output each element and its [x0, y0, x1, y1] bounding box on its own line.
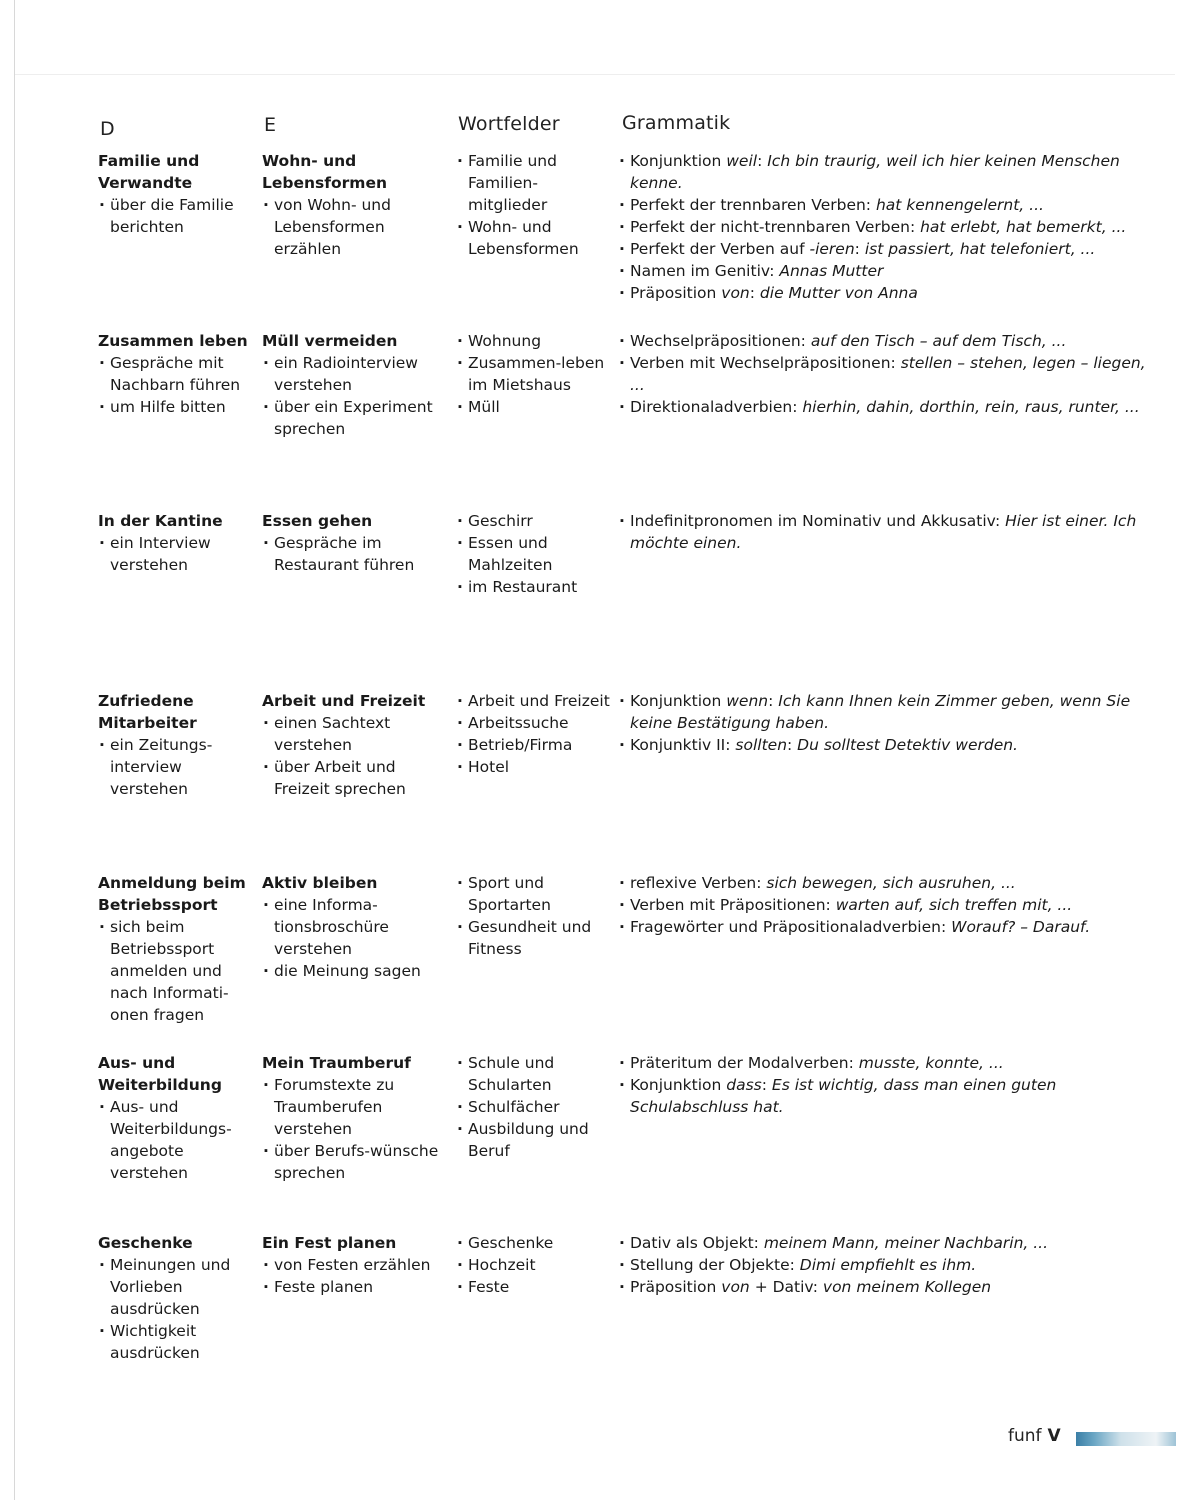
grammar-example: warten auf, sich treffen mit, ...	[835, 896, 1073, 914]
wortfelder-list	[456, 1232, 616, 1298]
grammar-item	[618, 260, 1163, 282]
grammar-label: Stellung der Objekte:	[630, 1256, 800, 1274]
list-item: · Schulfächer	[456, 1096, 616, 1118]
cell-wortfelder	[456, 150, 616, 260]
goals-list	[262, 194, 452, 260]
grammar-item	[618, 690, 1163, 734]
grammar-list	[618, 1052, 1163, 1118]
grammar-label: :	[768, 692, 779, 710]
list-item: · über die Familie berichten	[98, 194, 258, 238]
unit-title: Aktiv bleiben	[262, 874, 378, 892]
grammar-example: hierhin, dahin, dorthin, rein, raus, runter, ...	[802, 398, 1140, 416]
grammar-keyword: von	[721, 1278, 750, 1296]
grammar-label: Präposition	[630, 1278, 722, 1296]
page-footer	[1008, 1426, 1061, 1446]
grammar-label: Verben mit Präpositionen:	[630, 896, 836, 914]
list-item: · Ausbildung und Beruf	[456, 1118, 616, 1162]
list-item: · über ein Experiment sprechen	[262, 396, 452, 440]
cell-e	[262, 1052, 452, 1184]
grammar-item	[618, 352, 1163, 396]
cell-wortfelder	[456, 510, 616, 598]
grammar-list	[618, 872, 1163, 938]
grammar-item	[618, 150, 1163, 194]
footer-accent-bar	[1076, 1432, 1176, 1446]
grammar-label: Verben mit Wechselpräpositionen:	[630, 354, 901, 372]
list-item: · Feste planen	[262, 1276, 452, 1298]
goals-list	[262, 1074, 452, 1184]
wortfelder-list	[456, 330, 616, 418]
list-item: · Arbeit und Freizeit	[456, 690, 616, 712]
list-item: · Wichtigkeit ausdrücken	[98, 1320, 258, 1364]
wortfelder-list	[456, 150, 616, 260]
cell-grammatik	[618, 1052, 1163, 1118]
goals-list	[98, 1254, 258, 1364]
grammar-example: von meinem Kollegen	[822, 1278, 992, 1296]
grammar-list	[618, 510, 1163, 554]
grammar-item	[618, 282, 1163, 304]
grammar-list	[618, 690, 1163, 756]
grammar-example: ist passiert, hat telefoniert, ...	[864, 240, 1096, 258]
grammar-item	[618, 330, 1163, 352]
wortfelder-list	[456, 1052, 616, 1162]
grammar-keyword: sollten	[735, 736, 788, 754]
grammar-item	[618, 1052, 1163, 1074]
list-item: · von Wohn- und Lebensformen erzählen	[262, 194, 452, 260]
cell-e	[262, 330, 452, 440]
cell-d	[98, 150, 258, 238]
cell-wortfelder	[456, 1052, 616, 1162]
grammar-item	[618, 872, 1163, 894]
grammar-example: Dimi empfiehlt es ihm.	[799, 1256, 977, 1274]
grammar-label: Direktionaladverbien:	[630, 398, 803, 416]
unit-title: Arbeit und Freizeit	[262, 692, 426, 710]
grammar-example: Annas Mutter	[779, 262, 884, 280]
cell-wortfelder	[456, 1232, 616, 1298]
grammar-example: Du solltest Detektiv werden.	[797, 736, 1018, 754]
grammar-example: stellen – stehen, legen – liegen, ...	[630, 354, 1146, 394]
grammar-keyword: von	[721, 284, 750, 302]
cell-e	[262, 510, 452, 576]
page-number-roman: V	[1047, 1426, 1061, 1446]
cell-e	[262, 1232, 452, 1298]
unit-title: Zusammen leben	[98, 332, 248, 350]
grammar-keyword: -ieren	[809, 240, 855, 258]
cell-d	[98, 510, 258, 576]
goals-list	[262, 894, 452, 982]
unit-title: Essen gehen	[262, 512, 373, 530]
grammar-item	[618, 194, 1163, 216]
list-item: · Betrieb/Firma	[456, 734, 616, 756]
cell-e	[262, 690, 452, 800]
wortfelder-list	[456, 872, 616, 960]
list-item: · ein Zeitungs-interview verstehen	[98, 734, 258, 800]
goals-list	[262, 1254, 452, 1298]
grammar-item	[618, 396, 1163, 418]
grammar-item	[618, 1232, 1163, 1254]
grammar-keyword: weil	[726, 152, 758, 170]
cell-grammatik	[618, 1232, 1163, 1298]
grammar-example: meinem Mann, meiner Nachbarin, ...	[763, 1234, 1049, 1252]
goals-list	[98, 916, 258, 1026]
list-item: · über Arbeit und Freizeit sprechen	[262, 756, 452, 800]
grammar-example: hat erlebt, hat bemerkt, ...	[920, 218, 1127, 236]
grammar-label: Wechselpräpositionen:	[630, 332, 811, 350]
page-top-rule	[15, 74, 1175, 75]
goals-list	[98, 734, 258, 800]
list-item: · Familie und Familien-mitglieder	[456, 150, 616, 216]
cell-d	[98, 690, 258, 800]
grammar-label: Präteritum der Modalverben:	[630, 1054, 859, 1072]
grammar-label: Dativ als Objekt:	[630, 1234, 764, 1252]
goals-list	[98, 194, 258, 238]
grammar-example: auf den Tisch – auf dem Tisch, ...	[810, 332, 1067, 350]
column-headers	[0, 112, 1177, 142]
list-item: · Müll	[456, 396, 616, 418]
grammar-label: Konjunktion	[630, 692, 727, 710]
unit-title: Geschenke	[98, 1234, 193, 1252]
grammar-label: :	[757, 152, 768, 170]
list-item: · Meinungen und Vorlieben ausdrücken	[98, 1254, 258, 1320]
goals-list	[98, 352, 258, 418]
grammar-item	[618, 1074, 1163, 1118]
goals-list	[98, 1096, 258, 1184]
grammar-example: musste, konnte, ...	[858, 1054, 1004, 1072]
unit-title: Müll vermeiden	[262, 332, 398, 350]
list-item: · ein Interview verstehen	[98, 532, 258, 576]
grammar-label: + Dativ:	[749, 1278, 823, 1296]
grammar-item	[618, 510, 1163, 554]
cell-grammatik	[618, 510, 1163, 554]
grammar-list	[618, 1232, 1163, 1298]
grammar-keyword: wenn	[726, 692, 769, 710]
grammar-example: Es ist wichtig, dass man einen guten Schulabschluss hat.	[630, 1076, 1057, 1116]
grammar-item	[618, 916, 1163, 938]
grammar-keyword: dass	[726, 1076, 762, 1094]
list-item: · Geschenke	[456, 1232, 616, 1254]
list-item: · ein Radiointerview verstehen	[262, 352, 452, 396]
unit-title: Zufriedene Mitarbeiter	[98, 692, 197, 732]
unit-title: Ein Fest planen	[262, 1234, 397, 1252]
grammar-label: Indefinitpronomen im Nominativ und Akkusativ:	[630, 512, 1006, 530]
grammar-item	[618, 216, 1163, 238]
grammar-label: Präposition	[630, 284, 722, 302]
header-e: E	[264, 114, 277, 136]
header-d: D	[100, 118, 115, 140]
grammar-item	[618, 734, 1163, 756]
grammar-example: Ich bin traurig, weil ich hier keinen Menschen kenne.	[630, 152, 1120, 192]
list-item: · Hotel	[456, 756, 616, 778]
goals-list	[262, 352, 452, 440]
list-item: · Sport und Sportarten	[456, 872, 616, 916]
cell-grammatik	[618, 690, 1163, 756]
cell-e	[262, 150, 452, 260]
list-item: · Aus- und Weiterbildungs-angebote verstehen	[98, 1096, 258, 1184]
grammar-label: reflexive Verben:	[630, 874, 767, 892]
goals-list	[262, 532, 452, 576]
list-item: · von Festen erzählen	[262, 1254, 452, 1276]
list-item: · um Hilfe bitten	[98, 396, 258, 418]
header-wortfelder: Wortfelder	[458, 113, 560, 135]
wortfelder-list	[456, 510, 616, 598]
list-item: · Essen und Mahlzeiten	[456, 532, 616, 576]
list-item: · Schule und Schularten	[456, 1052, 616, 1096]
page-number-word: funf	[1008, 1426, 1042, 1446]
grammar-example: hat kennengelernt, ...	[875, 196, 1044, 214]
list-item: · Zusammen-leben im Mietshaus	[456, 352, 616, 396]
list-item: · Wohn- und Lebensformen	[456, 216, 616, 260]
cell-wortfelder	[456, 872, 616, 960]
unit-title: Mein Traumberuf	[262, 1054, 411, 1072]
list-item: · Hochzeit	[456, 1254, 616, 1276]
cell-d	[98, 330, 258, 418]
unit-title: Aus- und Weiterbildung	[98, 1054, 222, 1094]
goals-list	[262, 712, 452, 800]
list-item: · Gespräche mit Nachbarn führen	[98, 352, 258, 396]
list-item: · im Restaurant	[456, 576, 616, 598]
unit-title: Wohn- und Lebensformen	[262, 152, 387, 192]
grammar-example: sich bewegen, sich ausruhen, ...	[766, 874, 1016, 892]
grammar-example: Hier ist einer. Ich möchte einen.	[630, 512, 1137, 552]
page-left-edge	[14, 0, 15, 1500]
grammar-list	[618, 150, 1163, 304]
list-item: · Wohnung	[456, 330, 616, 352]
list-item: · die Meinung sagen	[262, 960, 452, 982]
grammar-label: :	[761, 1076, 772, 1094]
grammar-example: die Mutter von Anna	[759, 284, 918, 302]
list-item: · Forumstexte zu Traumberufen verstehen	[262, 1074, 452, 1140]
wortfelder-list	[456, 690, 616, 778]
list-item: · Feste	[456, 1276, 616, 1298]
list-item: · einen Sachtext verstehen	[262, 712, 452, 756]
grammar-label: Konjunktion	[630, 1076, 727, 1094]
grammar-label: :	[854, 240, 865, 258]
grammar-label: :	[749, 284, 760, 302]
grammar-example: Ich kann Ihnen kein Zimmer geben, wenn Sie keine Bestätigung haben.	[630, 692, 1131, 732]
grammar-label: :	[787, 736, 798, 754]
cell-e	[262, 872, 452, 982]
cell-grammatik	[618, 872, 1163, 938]
cell-wortfelder	[456, 690, 616, 778]
grammar-example: Worauf? – Darauf.	[951, 918, 1091, 936]
list-item: · eine Informa-tionsbroschüre verstehen	[262, 894, 452, 960]
unit-title: In der Kantine	[98, 512, 223, 530]
unit-title: Familie und Verwandte	[98, 152, 200, 192]
goals-list	[98, 532, 258, 576]
grammar-list	[618, 330, 1163, 418]
list-item: · sich beim Betriebssport anmelden und nach Informati-onen fragen	[98, 916, 258, 1026]
grammar-label: Namen im Genitiv:	[630, 262, 780, 280]
cell-grammatik	[618, 330, 1163, 418]
grammar-label: Konjunktion	[630, 152, 727, 170]
list-item: · Geschirr	[456, 510, 616, 532]
unit-title: Anmeldung beim Betriebssport	[98, 874, 246, 914]
list-item: · Gespräche im Restaurant führen	[262, 532, 452, 576]
grammar-label: Konjunktiv II:	[630, 736, 736, 754]
header-grammatik: Grammatik	[622, 112, 731, 134]
list-item: · Arbeitssuche	[456, 712, 616, 734]
cell-wortfelder	[456, 330, 616, 418]
grammar-label: Fragewörter und Präpositionaladverbien:	[630, 918, 952, 936]
cell-d	[98, 872, 258, 1026]
list-item: · über Berufs-wünsche sprechen	[262, 1140, 452, 1184]
grammar-item	[618, 1254, 1163, 1276]
grammar-item	[618, 894, 1163, 916]
cell-grammatik	[618, 150, 1163, 304]
grammar-label: Perfekt der Verben auf	[630, 240, 810, 258]
grammar-item	[618, 238, 1163, 260]
grammar-label: Perfekt der trennbaren Verben:	[630, 196, 876, 214]
grammar-item	[618, 1276, 1163, 1298]
list-item: · Gesundheit und Fitness	[456, 916, 616, 960]
cell-d	[98, 1052, 258, 1184]
cell-d	[98, 1232, 258, 1364]
grammar-label: Perfekt der nicht-trennbaren Verben:	[630, 218, 921, 236]
